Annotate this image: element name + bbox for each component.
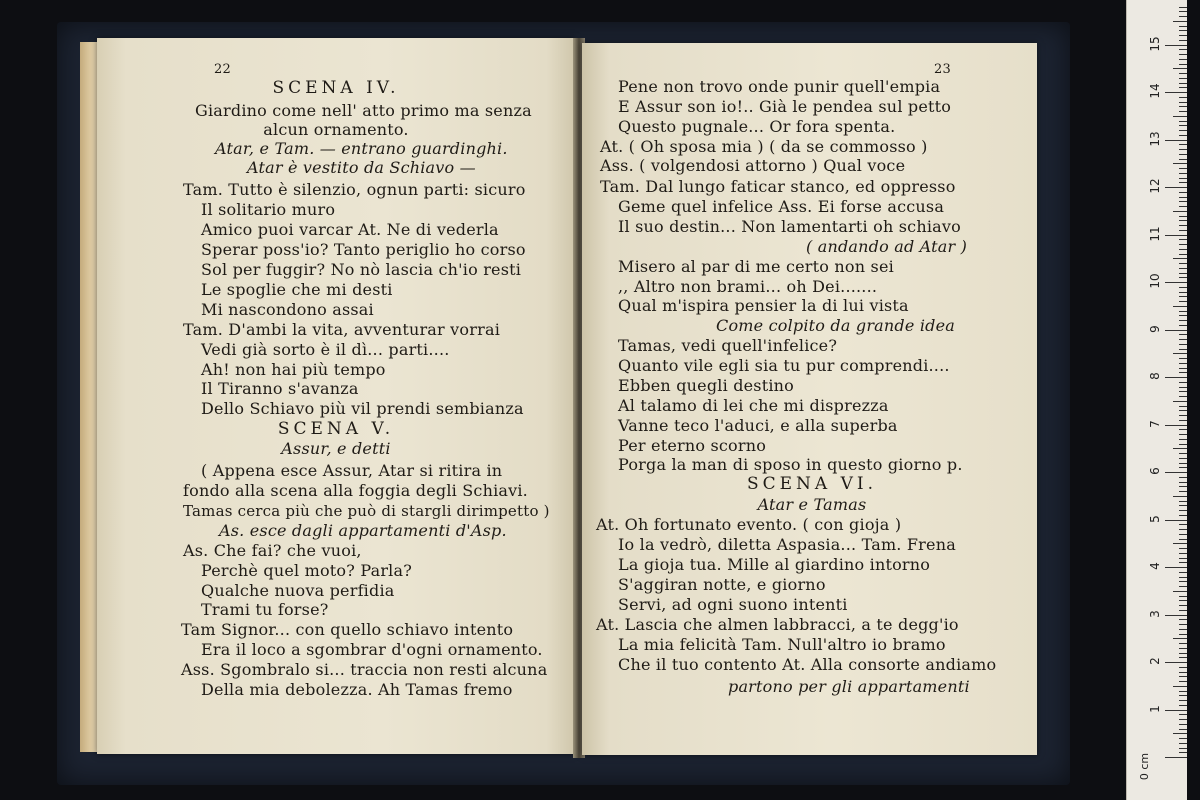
text-line: S'aggiran notte, e giorno [618, 575, 826, 594]
text-line: Quanto vile egli sia tu pur comprendi.... [618, 356, 950, 375]
ruler-tick [1179, 477, 1187, 478]
ruler-tick [1165, 567, 1187, 568]
text-line: Sperar poss'io? Tanto periglio ho corso [201, 240, 526, 259]
ruler-tick [1179, 534, 1187, 535]
stage-direction: partono per gli appartamenti [728, 677, 970, 696]
text-line: Vanne teco l'aduci, e alla superba [618, 416, 898, 435]
ruler-tick [1173, 211, 1187, 212]
ruler-tick [1179, 59, 1187, 60]
ruler-tick [1173, 638, 1187, 639]
ruler-tick [1179, 667, 1187, 668]
text-line: Tamas cerca più che può di stargli dirimpetto ) [183, 502, 550, 520]
ruler-tick [1179, 249, 1187, 250]
ruler-tick [1179, 225, 1187, 226]
ruler-tick [1179, 596, 1187, 597]
ruler-tick [1179, 121, 1187, 122]
ruler-mark-label: 15 [1148, 35, 1162, 52]
text-line: Ah! non hai più tempo [201, 360, 386, 379]
ruler-mark-label: 3 [1148, 609, 1162, 618]
ruler-tick [1179, 387, 1187, 388]
ruler-tick [1179, 391, 1187, 392]
ruler-tick [1179, 83, 1187, 84]
text-line: Che il tuo contento At. Alla consorte andiamo [618, 655, 997, 674]
text-line: Amico puoi varcar At. Ne di vederla [201, 220, 499, 239]
stage-direction: Atar e Tamas [757, 495, 867, 514]
ruler-tick [1179, 748, 1187, 749]
ruler-tick [1179, 16, 1187, 17]
text-line: Servi, ad ogni suono intenti [618, 595, 848, 614]
ruler-mark-label: 9 [1148, 324, 1162, 333]
ruler-tick [1179, 653, 1187, 654]
ruler-tick [1179, 681, 1187, 682]
ruler-tick [1179, 463, 1187, 464]
stage-direction: Atar è vestito da Schiavo — [247, 158, 476, 177]
ruler-tick [1179, 97, 1187, 98]
text-line: Dello Schiavo più vil prendi sembianza [201, 399, 524, 418]
ruler-tick [1165, 140, 1187, 141]
text-line: fondo alla scena alla foggia degli Schiavi. [183, 481, 528, 500]
text-line: Tamas, vedi quell'infelice? [618, 336, 838, 355]
ruler-tick [1179, 548, 1187, 549]
ruler-mark-label: 1 [1148, 704, 1162, 713]
ruler-tick [1165, 520, 1187, 521]
ruler-tick [1179, 130, 1187, 131]
text-line: As. Che fai? che vuoi, [183, 541, 362, 560]
ruler-tick [1179, 54, 1187, 55]
ruler-tick [1179, 657, 1187, 658]
ruler-tick [1173, 543, 1187, 544]
ruler-tick [1179, 491, 1187, 492]
text-line: Le spoglie che mi desti [201, 280, 393, 299]
ruler-tick [1179, 486, 1187, 487]
text-line: Mi nascondono assai [201, 300, 374, 319]
ruler-tick [1179, 572, 1187, 573]
ruler-tick [1179, 434, 1187, 435]
ruler-tick [1179, 311, 1187, 312]
ruler-mark-label: 7 [1148, 419, 1162, 428]
ruler-tick [1179, 524, 1187, 525]
text-line: Misero al par di me certo non sei [618, 257, 894, 276]
ruler-tick [1179, 40, 1187, 41]
ruler-tick [1173, 163, 1187, 164]
ruler-tick [1179, 78, 1187, 79]
ruler-tick [1165, 187, 1187, 188]
ruler-tick [1179, 135, 1187, 136]
ruler-tick [1179, 296, 1187, 297]
ruler-tick [1179, 239, 1187, 240]
text-line: La gioja tua. Mille al giardino intorno [618, 555, 931, 574]
ruler-tick [1179, 178, 1187, 179]
ruler-tick [1179, 216, 1187, 217]
ruler-tick [1179, 192, 1187, 193]
ruler-tick [1179, 106, 1187, 107]
ruler-tick [1179, 277, 1187, 278]
ruler-mark-label: 14 [1148, 83, 1162, 99]
ruler-tick [1173, 591, 1187, 592]
ruler-tick [1179, 64, 1187, 65]
ruler-tick [1179, 206, 1187, 207]
ruler-tick [1179, 406, 1187, 407]
ruler-tick [1179, 501, 1187, 502]
ruler-tick [1179, 672, 1187, 673]
ruler-tick [1179, 558, 1187, 559]
text-line: Geme quel infelice Ass. Ei forse accusa [618, 197, 945, 216]
ruler-tick [1179, 515, 1187, 516]
ruler-tick [1179, 173, 1187, 174]
ruler-tick [1179, 458, 1187, 459]
ruler-tick [1179, 600, 1187, 601]
ruler-tick [1179, 676, 1187, 677]
left-page [97, 38, 575, 754]
text-line: Pene non trovo onde punir quell'empia [618, 77, 941, 96]
ruler-tick [1165, 757, 1187, 758]
ruler-tick [1179, 439, 1187, 440]
ruler-tick [1179, 453, 1187, 454]
ruler-tick [1179, 149, 1187, 150]
text-line: E Assur son io!.. Già le pendea sul petto [618, 97, 952, 116]
ruler-tick [1179, 287, 1187, 288]
ruler-tick [1179, 315, 1187, 316]
text-line: Ass. Sgombralo si... traccia non resti alcuna [181, 660, 548, 679]
ruler-tick [1179, 467, 1187, 468]
ruler-tick [1179, 35, 1187, 36]
ruler-mark-label: 8 [1148, 372, 1162, 380]
ruler-tick [1179, 586, 1187, 587]
ruler-tick [1179, 320, 1187, 321]
ruler-tick [1173, 401, 1187, 402]
ruler-tick [1179, 273, 1187, 274]
ruler-tick [1179, 154, 1187, 155]
ruler-tick [1179, 420, 1187, 421]
ruler-tick [1165, 425, 1187, 426]
ruler-tick [1179, 605, 1187, 606]
ruler-tick [1179, 168, 1187, 169]
ruler-tick [1173, 116, 1187, 117]
scene-heading: SCENA IV. [272, 78, 400, 98]
ruler-tick [1173, 21, 1187, 22]
ruler-tick [1165, 710, 1187, 711]
ruler-tick [1179, 254, 1187, 255]
text-line: Per eterno scorno [618, 436, 767, 455]
ruler-tick [1179, 743, 1187, 744]
ruler-tick [1179, 26, 1187, 27]
ruler-tick [1179, 11, 1187, 12]
ruler-mark-label: 4 [1148, 562, 1162, 570]
ruler-tick [1165, 615, 1187, 616]
ruler-tick [1179, 325, 1187, 326]
ruler-mark-label: 11 [1148, 225, 1162, 242]
ruler-tick [1179, 724, 1187, 725]
ruler-tick [1179, 49, 1187, 50]
ruler-tick [1179, 159, 1187, 160]
text-line: Qualche nuova perfidia [201, 581, 395, 600]
ruler-tick [1179, 344, 1187, 345]
ruler-tick [1179, 629, 1187, 630]
text-line: Ebben quegli destino [618, 376, 795, 395]
stage-direction: ( andando ad Atar ) [806, 237, 968, 256]
ruler-tick [1165, 45, 1187, 46]
ruler-tick [1179, 577, 1187, 578]
ruler-mark-label: 6 [1148, 467, 1162, 475]
right-page [582, 43, 1037, 755]
text-line: Tam. D'ambi la vita, avventurar vorrai [183, 320, 501, 339]
ruler-mark-label: 13 [1148, 130, 1162, 147]
text-line: Perchè quel moto? Parla? [201, 561, 413, 580]
ruler-tick [1179, 7, 1187, 8]
measurement-ruler [1126, 0, 1187, 800]
text-line: Porga la man di sposo in questo giorno p. [618, 455, 963, 474]
ruler-tick [1179, 700, 1187, 701]
text-line: Sol per fuggir? No nò lascia ch'io resti [201, 260, 522, 279]
stage-direction: Atar, e Tam. — entrano guardinghi. [215, 139, 508, 158]
ruler-unit-label: 0 cm [1138, 752, 1152, 781]
ruler-tick [1179, 102, 1187, 103]
text-line: Questo pugnale... Or fora spenta. [618, 117, 896, 136]
ruler-tick [1179, 220, 1187, 221]
ruler-tick [1179, 73, 1187, 74]
text-line: Io la vedrò, diletta Aspasia... Tam. Frena [618, 535, 956, 554]
ruler-tick [1179, 529, 1187, 530]
ruler-tick [1165, 235, 1187, 236]
ruler-mark-label: 2 [1148, 657, 1162, 665]
stage-direction: Come colpito da grande idea [716, 316, 955, 335]
ruler-tick [1179, 539, 1187, 540]
text-line: Vedi già sorto è il dì... parti.... [201, 340, 450, 359]
text-line: La mia felicità Tam. Null'altro io bramo [618, 635, 946, 654]
text-line: Il solitario muro [201, 200, 336, 219]
text-line: Qual m'ispira pensier la di lui vista [618, 296, 909, 315]
ruler-tick [1179, 444, 1187, 445]
ruler-tick [1179, 738, 1187, 739]
text-line: Tam. Dal lungo faticar stanco, ed oppresso [600, 177, 956, 196]
ruler-tick [1179, 714, 1187, 715]
ruler-tick [1179, 581, 1187, 582]
ruler-tick [1179, 230, 1187, 231]
ruler-tick [1179, 505, 1187, 506]
ruler-tick [1179, 624, 1187, 625]
ruler-tick [1173, 733, 1187, 734]
ruler-tick [1179, 87, 1187, 88]
ruler-tick [1179, 30, 1187, 31]
text-line: Tam. Tutto è silenzio, ognun parti: sicuro [183, 180, 526, 199]
ruler-tick [1165, 472, 1187, 473]
ruler-tick [1179, 358, 1187, 359]
ruler-tick [1179, 719, 1187, 720]
ruler-tick [1179, 752, 1187, 753]
ruler-tick [1179, 125, 1187, 126]
ruler-tick [1179, 643, 1187, 644]
text-line: ( Appena esce Assur, Atar si ritira in [201, 461, 503, 480]
ruler-tick [1173, 68, 1187, 69]
ruler-tick [1179, 695, 1187, 696]
text-line: Il suo destin... Non lamentarti oh schiavo [618, 217, 961, 236]
ruler-tick [1179, 396, 1187, 397]
scene-heading: SCENA VI. [746, 474, 877, 494]
ruler-tick [1179, 634, 1187, 635]
ruler-tick [1179, 111, 1187, 112]
stage-direction: As. esce dagli appartamenti d'Asp. [219, 521, 507, 540]
text-line: At. Lascia che almen labbracci, a te degg'io [596, 615, 959, 634]
ruler-tick [1179, 349, 1187, 350]
ruler-tick [1179, 415, 1187, 416]
text-line: Della mia debolezza. Ah Tamas fremo [201, 680, 513, 699]
ruler-tick [1173, 448, 1187, 449]
ruler-tick [1179, 648, 1187, 649]
text-line: Ass. ( volgendosi attorno ) Qual voce [600, 156, 906, 175]
text-line: Tam Signor... con quello schiavo intento [181, 620, 514, 639]
ruler-tick [1173, 353, 1187, 354]
ruler-tick [1179, 334, 1187, 335]
ruler-tick [1173, 306, 1187, 307]
text-line: At. ( Oh sposa mia ) ( da se commosso ) [600, 137, 928, 156]
ruler-tick [1173, 258, 1187, 259]
ruler-tick [1165, 662, 1187, 663]
ruler-tick [1179, 244, 1187, 245]
ruler-tick [1179, 382, 1187, 383]
ruler-tick [1179, 553, 1187, 554]
text-line: Il Tiranno s'avanza [201, 379, 359, 398]
text-line: At. Oh fortunato evento. ( con gioja ) [596, 515, 902, 534]
ruler-tick [1179, 368, 1187, 369]
ruler-tick [1179, 372, 1187, 373]
ruler-tick [1165, 330, 1187, 331]
ruler-tick [1179, 410, 1187, 411]
text-line: Giardino come nell' atto primo ma senza [195, 101, 532, 120]
ruler-tick [1179, 619, 1187, 620]
ruler-tick [1165, 92, 1187, 93]
ruler-tick [1179, 268, 1187, 269]
text-line: Trami tu forse? [201, 600, 329, 619]
ruler-tick [1179, 482, 1187, 483]
ruler-tick [1179, 201, 1187, 202]
ruler-tick [1179, 705, 1187, 706]
ruler-mark-label: 10 [1148, 273, 1162, 289]
ruler-tick [1179, 691, 1187, 692]
ruler-mark-label: 12 [1148, 178, 1162, 194]
ruler-tick [1179, 301, 1187, 302]
ruler-tick [1179, 263, 1187, 264]
ruler-mark-label: 5 [1148, 514, 1162, 523]
text-line: alcun ornamento. [263, 120, 409, 139]
ruler-tick [1179, 197, 1187, 198]
ruler-tick [1165, 282, 1187, 283]
ruler-tick [1179, 363, 1187, 364]
ruler-tick [1179, 429, 1187, 430]
ruler-tick [1165, 377, 1187, 378]
ruler-tick [1179, 144, 1187, 145]
stage-direction: Assur, e detti [281, 439, 391, 458]
text-line: ,, Altro non brami... oh Dei....... [618, 277, 878, 296]
ruler-tick [1173, 496, 1187, 497]
ruler-tick [1179, 292, 1187, 293]
text-line: Al talamo di lei che mi disprezza [618, 396, 889, 415]
ruler-tick [1179, 182, 1187, 183]
scene-heading: SCENA V. [277, 419, 395, 439]
text-line: Era il loco a sgombrar d'ogni ornamento. [201, 640, 543, 659]
ruler-tick [1179, 339, 1187, 340]
ruler-tick [1173, 686, 1187, 687]
ruler-tick [1179, 610, 1187, 611]
page-number-right: 23 [934, 62, 951, 77]
page-number-left: 22 [214, 62, 231, 77]
ruler-tick [1179, 510, 1187, 511]
ruler-tick [1179, 562, 1187, 563]
ruler-tick [1179, 729, 1187, 730]
